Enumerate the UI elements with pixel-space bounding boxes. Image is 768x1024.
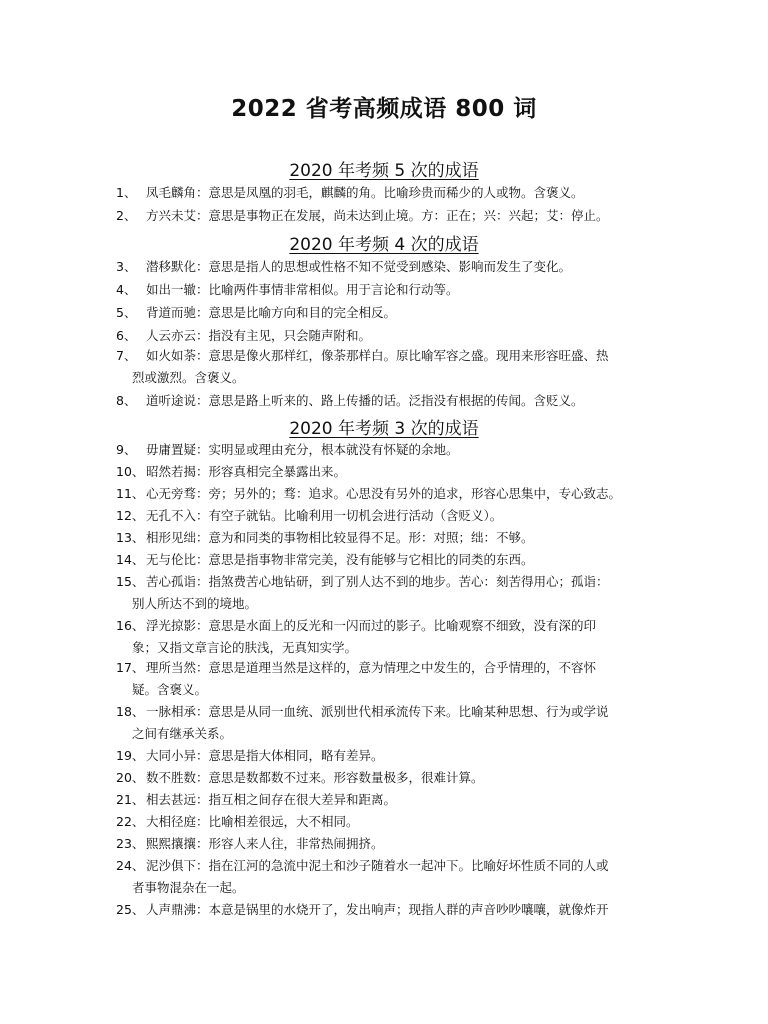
list-item <box>116 855 676 899</box>
idiom-definition: 本意是锅里的水烧开了，发出响声；现指人群的声音吵吵嚷嚷，就像炸开 <box>208 902 609 917</box>
idiom-definition: 指没有主见，只会随声附和。 <box>208 328 372 343</box>
item-number: 7、 <box>116 348 137 363</box>
item-number: 20、 <box>116 770 145 785</box>
list-item <box>116 657 676 701</box>
list-item <box>116 811 676 833</box>
section-title: 2020 年考频 4 次的成语 <box>289 235 479 255</box>
idiom-term: 相去甚远： <box>146 792 209 807</box>
list-item <box>116 483 676 505</box>
item-number: 16、 <box>116 618 145 633</box>
list-item <box>116 205 676 227</box>
list-item <box>116 461 676 483</box>
idiom-definition: 意思是像火那样红，像荼那样白。原比喻军容之盛。现用来形容旺盛、热 <box>208 348 609 363</box>
item-number: 4、 <box>116 282 137 297</box>
idiom-definition: 意思是指事物非常完美，没有能够与它相比的同类的东西。 <box>208 552 534 567</box>
item-number: 25、 <box>116 902 145 917</box>
idiom-definition-continued: 之间有继承关系。 <box>132 726 233 741</box>
item-number: 22、 <box>116 814 145 829</box>
item-number: 23、 <box>116 836 145 851</box>
idiom-term: 无与伦比： <box>146 552 209 567</box>
list-item <box>116 767 676 789</box>
section-title: 2020 年考频 3 次的成语 <box>289 419 479 439</box>
idiom-definition: 意思是比喻方向和目的完全相反。 <box>208 305 397 320</box>
document-title: 2022 省考高频成语 800 词 <box>231 96 537 122</box>
list-item <box>116 505 676 527</box>
item-number: 3、 <box>116 259 137 274</box>
idiom-definition-continued: 象；又指文章言论的肤浅，无真知实学。 <box>132 640 358 655</box>
idiom-definition: 意思是道理当然是这样的，意为情理之中发生的，合乎情理的，不容怀 <box>208 660 597 675</box>
list-item <box>116 439 676 461</box>
idiom-definition: 意思是凤凰的羽毛，麒麟的角。比喻珍贵而稀少的人或物。含褒义。 <box>208 185 584 200</box>
idiom-term: 理所当然： <box>146 660 209 675</box>
item-number: 19、 <box>116 748 145 763</box>
idiom-term: 昭然若揭： <box>146 464 209 479</box>
idiom-term: 人云亦云： <box>146 328 209 343</box>
list-item <box>116 345 676 389</box>
idiom-definition: 意思是指人的思想或性格不知不觉受到感染、影响而发生了变化。 <box>208 259 572 274</box>
idiom-term: 凤毛麟角： <box>146 185 209 200</box>
idiom-definition-continued: 烈或激烈。含褒义。 <box>132 370 245 385</box>
idiom-definition: 意思是指大体相同，略有差异。 <box>208 748 384 763</box>
idiom-term: 如火如荼： <box>146 348 209 363</box>
idiom-term: 一脉相承： <box>146 704 209 719</box>
idiom-definition: 实明显或理由充分，根本就没有怀疑的余地。 <box>208 442 459 457</box>
idiom-term: 大同小异： <box>146 748 209 763</box>
idiom-term: 心无旁骛： <box>146 486 209 501</box>
list-item <box>116 571 676 615</box>
item-number: 24、 <box>116 858 145 873</box>
list-item <box>116 182 676 204</box>
list-item <box>116 701 676 745</box>
item-number: 10、 <box>116 464 145 479</box>
list-item <box>116 789 676 811</box>
item-number: 14、 <box>116 552 145 567</box>
idiom-term: 背道而驰： <box>146 305 209 320</box>
idiom-term: 如出一辙： <box>146 282 209 297</box>
idiom-definition: 意思是从同一血统、派别世代相承流传下来。比喻某种思想、行为或学说 <box>208 704 609 719</box>
item-number: 13、 <box>116 530 145 545</box>
idiom-term: 潜移默化： <box>146 259 209 274</box>
idiom-definition-continued: 别人所达不到的境地。 <box>132 596 258 611</box>
list-item <box>116 899 676 921</box>
idiom-term: 方兴未艾： <box>146 208 209 223</box>
idiom-term: 熙熙攘攘： <box>146 836 209 851</box>
item-number: 15、 <box>116 574 145 589</box>
idiom-term: 大相径庭： <box>146 814 209 829</box>
idiom-term: 浮光掠影： <box>146 618 209 633</box>
item-number: 12、 <box>116 508 145 523</box>
item-number: 17、 <box>116 660 145 675</box>
item-number: 18、 <box>116 704 145 719</box>
idiom-definition-continued: 者事物混杂在一起。 <box>132 880 245 895</box>
idiom-definition: 指煞费苦心地钻研，到了别人达不到的地步。苦心：刻苦得用心；孤诣： <box>208 574 609 589</box>
idiom-term: 道听途说： <box>146 393 209 408</box>
list-item <box>116 325 676 347</box>
idiom-definition-continued: 疑。含褒义。 <box>132 682 208 697</box>
idiom-definition: 意思是水面上的反光和一闪而过的影子。比喻观察不细致，没有深的印 <box>208 618 597 633</box>
idiom-term: 苦心孤诣： <box>146 574 209 589</box>
idiom-term: 泥沙俱下： <box>146 858 209 873</box>
idiom-term: 毋庸置疑： <box>146 442 209 457</box>
idiom-definition: 指互相之间存在很大差异和距离。 <box>208 792 397 807</box>
item-number: 21、 <box>116 792 145 807</box>
section-title: 2020 年考频 5 次的成语 <box>289 161 479 181</box>
idiom-definition: 形容真相完全暴露出来。 <box>208 464 347 479</box>
idiom-definition: 指在江河的急流中泥土和沙子随着水一起冲下。比喻好坏性质不同的人或 <box>208 858 609 873</box>
idiom-definition: 意思是事物正在发展，尚未达到止境。方：正在；兴：兴起；艾：停止。 <box>208 208 609 223</box>
idiom-term: 数不胜数： <box>146 770 209 785</box>
list-item <box>116 615 676 659</box>
item-number: 2、 <box>116 208 137 223</box>
idiom-definition: 比喻两件事情非常相似。用于言论和行动等。 <box>208 282 459 297</box>
idiom-term: 人声鼎沸： <box>146 902 209 917</box>
idiom-term: 无孔不入： <box>146 508 209 523</box>
list-item <box>116 527 676 549</box>
item-number: 6、 <box>116 328 137 343</box>
list-item <box>116 833 676 855</box>
item-number: 5、 <box>116 305 137 320</box>
list-item <box>116 549 676 571</box>
idiom-definition: 比喻相差很远，大不相同。 <box>208 814 359 829</box>
idiom-definition: 意思是数都数不过来。形容数量极多，很难计算。 <box>208 770 484 785</box>
idiom-definition: 有空子就钻。比喻利用一切机会进行活动（含贬义）。 <box>208 508 503 523</box>
item-number: 11、 <box>116 486 145 501</box>
list-item <box>116 279 676 301</box>
idiom-term: 相形见绌： <box>146 530 209 545</box>
item-number: 1、 <box>116 185 137 200</box>
list-item <box>116 745 676 767</box>
list-item <box>116 390 676 412</box>
list-item <box>116 256 676 278</box>
item-number: 8、 <box>116 393 137 408</box>
idiom-definition: 形容人来人往，非常热闹拥挤。 <box>208 836 384 851</box>
idiom-definition: 意为和同类的事物相比较显得不足。形：对照；绌：不够。 <box>208 530 534 545</box>
item-number: 9、 <box>116 442 137 457</box>
idiom-definition: 意思是路上听来的、路上传播的话。泛指没有根据的传闻。含贬义。 <box>208 393 584 408</box>
list-item <box>116 302 676 324</box>
idiom-definition: 旁；另外的；骛：追求。心思没有另外的追求，形容心思集中，专心致志。 <box>208 486 622 501</box>
